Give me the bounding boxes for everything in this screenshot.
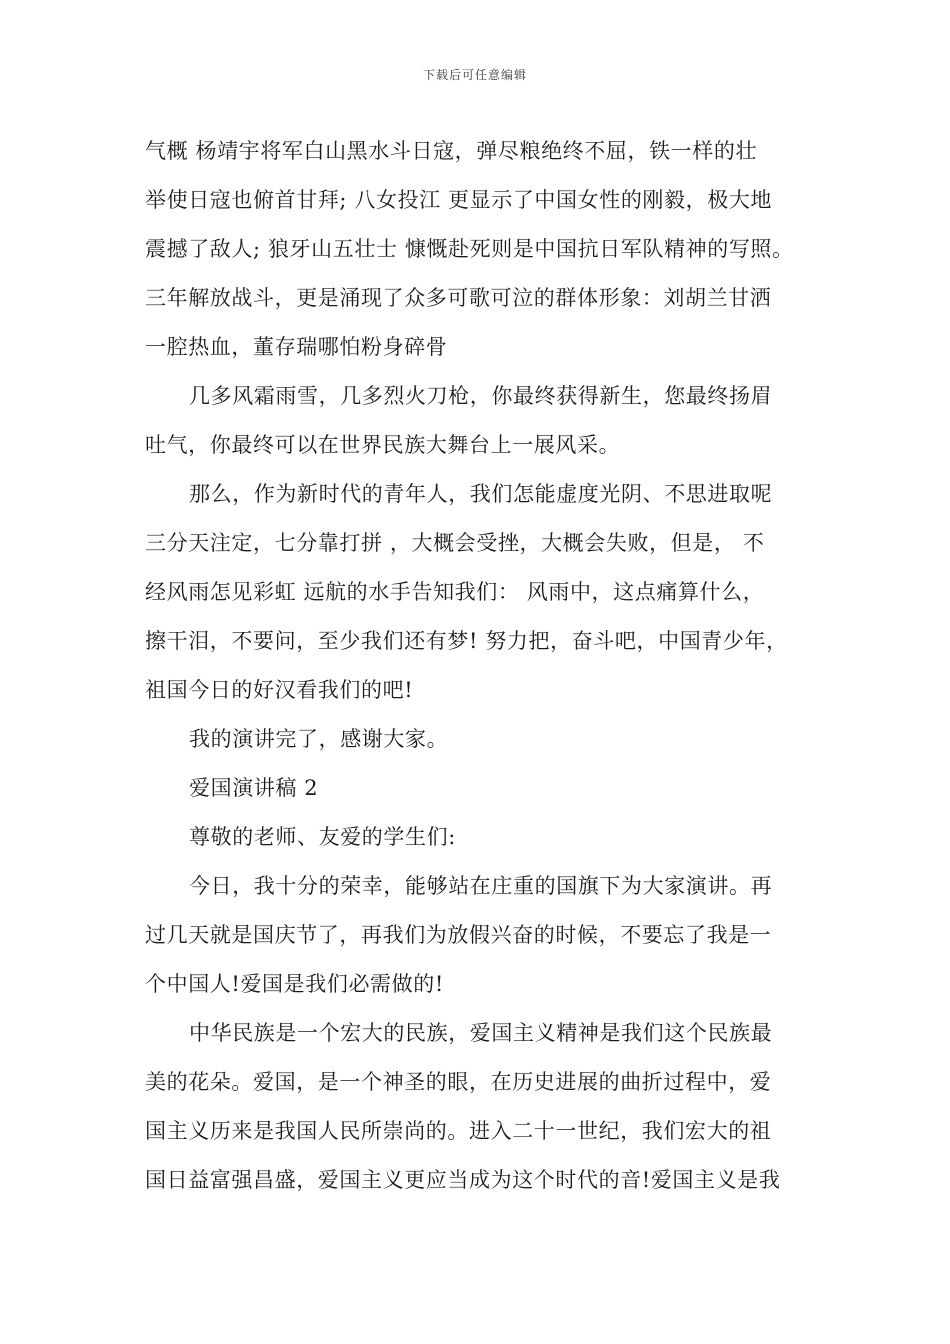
text-line: 祖国今日的好汉看我们的吧! — [145, 678, 414, 702]
text-line: 美的花朵。爱国，是一个神圣的眼，在历史进展的曲折过程中，爱 — [145, 1070, 772, 1094]
text-line: 举使日寇也俯首甘拜; 八女投江 更显示了中国女性的刚毅，极大地 — [145, 188, 773, 212]
text-line: 中华民族是一个宏大的民族，爱国主义精神是我们这个民族最 — [189, 1021, 773, 1045]
text-line: 尊敬的老师、友爱的学生们: — [189, 825, 456, 849]
document-body — [145, 127, 825, 1205]
text-line: 我的演讲完了，感谢大家。 — [189, 727, 449, 751]
text-line: 那么，作为新时代的青年人，我们怎能虚度光阴、不思进取呢 — [189, 482, 773, 506]
text-line: 震撼了敌人; 狼牙山五壮士 慷慨赴死则是中国抗日军队精神的写照。 — [145, 237, 794, 261]
page-header: 下载后可任意编辑 — [422, 68, 527, 82]
text-line: 几多风霜雨雪，几多烈火刀枪，你最终获得新生，您最终扬眉 — [189, 384, 773, 408]
text-line: 爱国演讲稿 2 — [189, 776, 319, 800]
text-line: 吐气，你最终可以在世界民族大舞台上一展风采。 — [145, 433, 621, 457]
text-line: 一腔热血，董存瑞哪怕粉身碎骨 — [145, 335, 448, 359]
text-line: 经风雨怎见彩虹 远航的水手告知我们： 风雨中，这点痛算什么， — [145, 580, 765, 604]
text-line: 三年解放战斗，更是涌现了众多可歌可泣的群体形象：刘胡兰甘洒 — [145, 286, 772, 310]
text-line: 过几天就是国庆节了，再我们为放假兴奋的时候，不要忘了我是一 — [145, 923, 772, 947]
text-line: 个中国人!爱国是我们必需做的! — [145, 972, 444, 996]
text-line: 今日，我十分的荣幸，能够站在庄重的国旗下为大家演讲。再 — [189, 874, 773, 898]
text-line: 擦干泪，不要问，至少我们还有梦! 努力把，奋斗吧，中国青少年， — [145, 629, 788, 653]
text-line: 气概 杨靖宇将军白山黑水斗日寇，弹尽粮绝终不屈，铁一样的壮 — [145, 139, 758, 163]
text-line: 三分天注定，七分靠打拼 ，大概会受挫，大概会失败，但是， 不 — [145, 531, 765, 555]
text-line: 国主义历来是我国人民所崇尚的。进入二十一世纪，我们宏大的祖 — [145, 1119, 772, 1143]
text-line: 国日益富强昌盛，爱国主义更应当成为这个时代的音!爱国主义是我 — [145, 1168, 781, 1192]
